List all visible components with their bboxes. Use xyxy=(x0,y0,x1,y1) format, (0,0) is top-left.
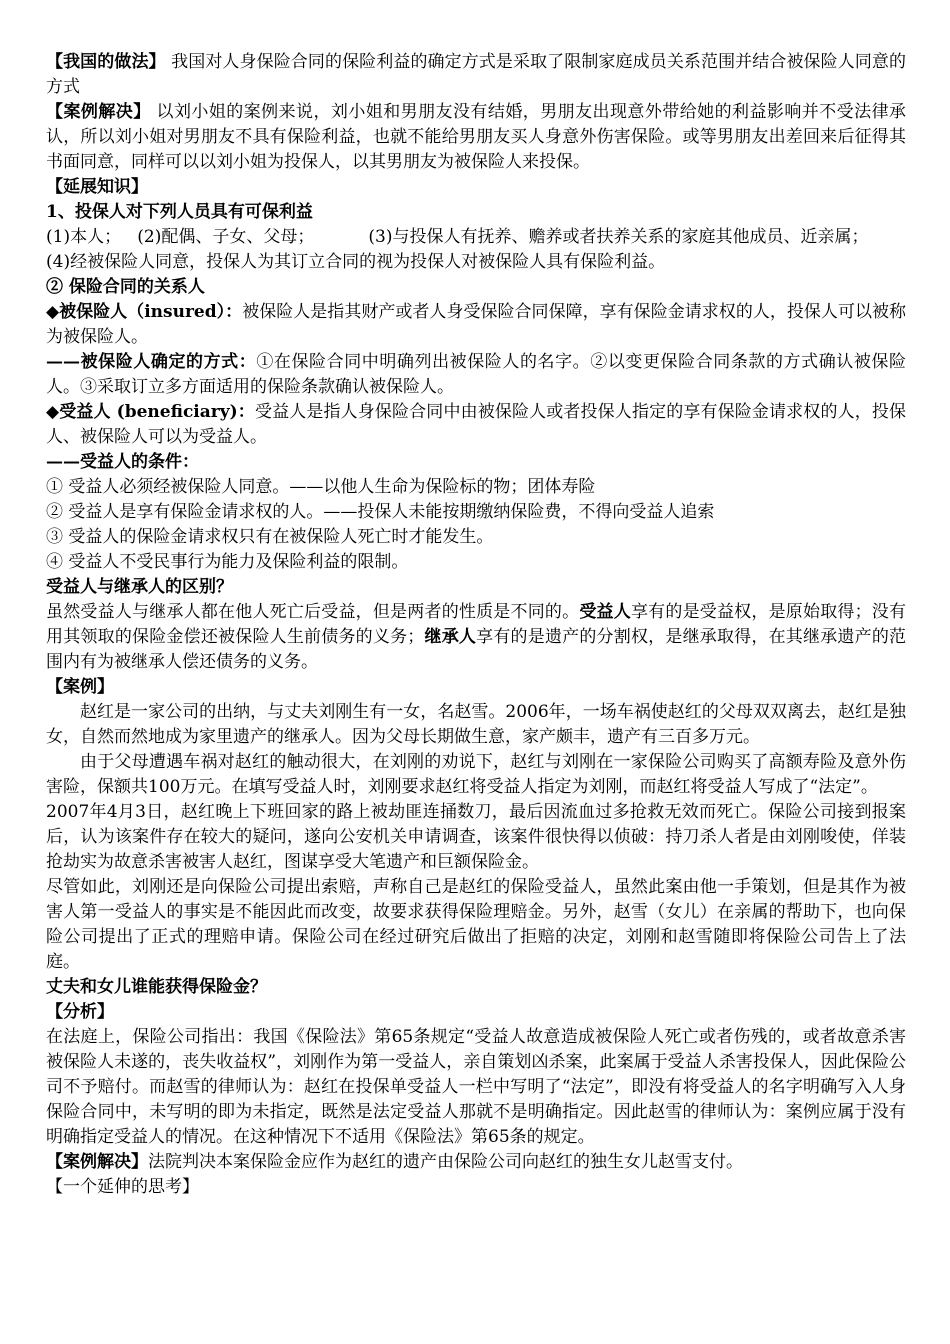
insured-text: 被保险人是指其财产或者人身受保险合同保障，享有保险金请求权的人，投保人可以被称为被保险人。 xyxy=(46,302,907,347)
insured-ways-text: ①在保险合同中明确列出被保险人的名字。②以变更保险合同条款的方式确认被保险人。③采取订立多方面适用的保险条款确认被保险人。 xyxy=(46,352,907,397)
insured-ways-term: ——被保险人确定的方式： xyxy=(46,352,257,372)
case-paragraph: 赵红是一家公司的出纳，与丈夫刘刚生有一女，名赵雪。2006年，一场车祸使赵红的父母双双离去，赵红是独女，自然而然地成为家里遗产的继承人。因为父母长期做生意，家产颇丰，遗产有三百多万元。 xyxy=(46,702,906,747)
beneficiary-definition xyxy=(46,400,906,450)
resolution-paragraph xyxy=(46,1150,906,1175)
condition-item: ④ 受益人不受民事行为能力及保险利益的限制。 xyxy=(46,552,409,572)
document-page xyxy=(46,50,906,1200)
insured-term: ◆被保险人（insured）： xyxy=(46,302,243,322)
difference-text-1: 虽然受益人与继承人都在他人死亡后受益，但是两者的性质是不同的。 xyxy=(46,602,580,622)
insurable-list-line-2: (4)经被保险人同意，投保人为其订立合同的视为投保人对被保险人具有保险利益。 xyxy=(46,252,666,272)
case-paragraph: 由于父母遭遇车祸对赵红的触动很大，在刘刚的劝说下，赵红与刘刚在一家保险公司购买了高额寿险及意外伤害险，保额共100万元。在填写受益人时，刘刚要求赵红将受益人指定为刘刚，而赵红将受益人写成了“法定”。 xyxy=(46,752,906,797)
case-solution-tag: 【案例解决】 xyxy=(46,102,151,122)
case-paragraph: 2007年4月3日，赵红晚上下班回家的路上被劫匪连捅数刀，最后因流血过多抢救无效而死亡。保险公司接到报案后，认为该案件存在较大的疑问，遂向公安机关申请调查，该案件很快得以侦破：持刀杀人者是由刘刚唆使，佯装抢劫实为故意杀害被害人赵红，图谋享受大笔遗产和巨额保险金。 xyxy=(46,802,906,872)
practice-tag: 【我国的做法】 xyxy=(46,52,166,72)
case-solution-text: 以刘小姐的案例来说，刘小姐和男朋友没有结婚，男朋友出现意外带给她的利益影响并不受法律承认，所以刘小姐对男朋友不具有保险利益，也就不能给男朋友买人身意外伤害保险。或等男朋友出差回来后征得其书面同意，同样可以以刘小姐为投保人，以其男朋友为被保险人来投保。 xyxy=(46,102,907,172)
extended-knowledge-heading: 【延展知识】 xyxy=(46,177,148,197)
beneficiary-term: ◆受益人 (beneficiary)： xyxy=(46,402,255,422)
difference-text-3: 享有的是遗产的分割权，是继承取得，在其继承遗产的范围内有为被继承人偿还债务的义务。 xyxy=(46,627,907,672)
case-paragraph: 尽管如此，刘刚还是向保险公司提出索赔，声称自己是赵红的保险受益人，虽然此案由他一手策划，但是其作为被害人第一受益人的事实是不能因此而改变，故要求获得保险理赔金。另外，赵雪（女儿）在亲属的帮助下，也向保险公司提出了正式的理赔申请。保险公司在经过研究后做出了拒赔的决定，刘刚和赵雪随即将保险公司告上了法庭。 xyxy=(46,877,906,972)
insured-determination xyxy=(46,350,906,400)
beneficiary-bold: 受益人 xyxy=(579,602,631,622)
case-solution-paragraph xyxy=(46,100,906,175)
thinking-heading: 【一个延伸的思考】 xyxy=(46,1177,199,1197)
practice-text: 我国对人身保险合同的保险利益的确定方式是采取了限制家庭成员关系范围并结合被保险人同意的方式 xyxy=(46,52,907,97)
contract-parties-heading: ② 保险合同的关系人 xyxy=(46,277,205,297)
condition-item: ② 受益人是享有保险金请求权的人。——投保人未能按期缴纳保险费，不得向受益人追索 xyxy=(46,502,715,522)
insurable-list-line-1: (1)本人； (2)配偶、子女、父母； (3)与投保人有抚养、赡养或者扶养关系的家庭其他成员、近亲属； xyxy=(46,227,869,247)
resolution-text: 法院判决本案保险金应作为赵红的遗产由保险公司向赵红的独生女儿赵雪支付。 xyxy=(148,1152,743,1172)
condition-item: ① 受益人必须经被保险人同意。——以他人生命为保险标的物；团体寿险 xyxy=(46,477,596,497)
analysis-heading: 【分析】 xyxy=(46,1002,114,1022)
insured-definition xyxy=(46,300,906,350)
difference-heading: 受益人与继承人的区别？ xyxy=(46,577,233,597)
beneficiary-conditions-heading: ——受益人的条件： xyxy=(46,452,199,472)
difference-paragraph xyxy=(46,600,906,675)
heir-bold: 继承人 xyxy=(424,627,477,647)
insurable-interest-heading: 1、投保人对下列人员具有可保利益 xyxy=(46,202,313,222)
practice-paragraph xyxy=(46,50,906,100)
analysis-paragraph: 在法庭上，保险公司指出：我国《保险法》第65条规定“受益人故意造成被保险人死亡或者伤残的，或者故意杀害被保险人未遂的，丧失收益权”，刘刚作为第一受益人，亲自策划凶杀案，此案属于受益人杀害投保人，因此保险公司不予赔付。而赵雪的律师认为：赵红在投保单受益人一栏中写明了“法定”，即没有将受益人的名字明确写入人身保险合同中，未写明的即为未指定，既然是法定受益人那就不是明确指定。因此赵雪的律师认为：案例应属于没有明确指定受益人的情况。在这种情况下不适用《保险法》第65条的规定。 xyxy=(46,1027,906,1147)
resolution-tag: 【案例解决】 xyxy=(46,1152,148,1172)
question-heading: 丈夫和女儿谁能获得保险金？ xyxy=(46,977,267,997)
case-heading: 【案例】 xyxy=(46,677,114,697)
beneficiary-text: 受益人是指人身保险合同中由被保险人或者投保人指定的享有保险金请求权的人，投保人、被保险人可以为受益人。 xyxy=(46,402,906,447)
condition-item: ③ 受益人的保险金请求权只有在被保险人死亡时才能发生。 xyxy=(46,527,494,547)
difference-text-2: 享有的是受益权，是原始取得；没有用其领取的保险金偿还被保险人生前债务的义务； xyxy=(46,602,907,647)
